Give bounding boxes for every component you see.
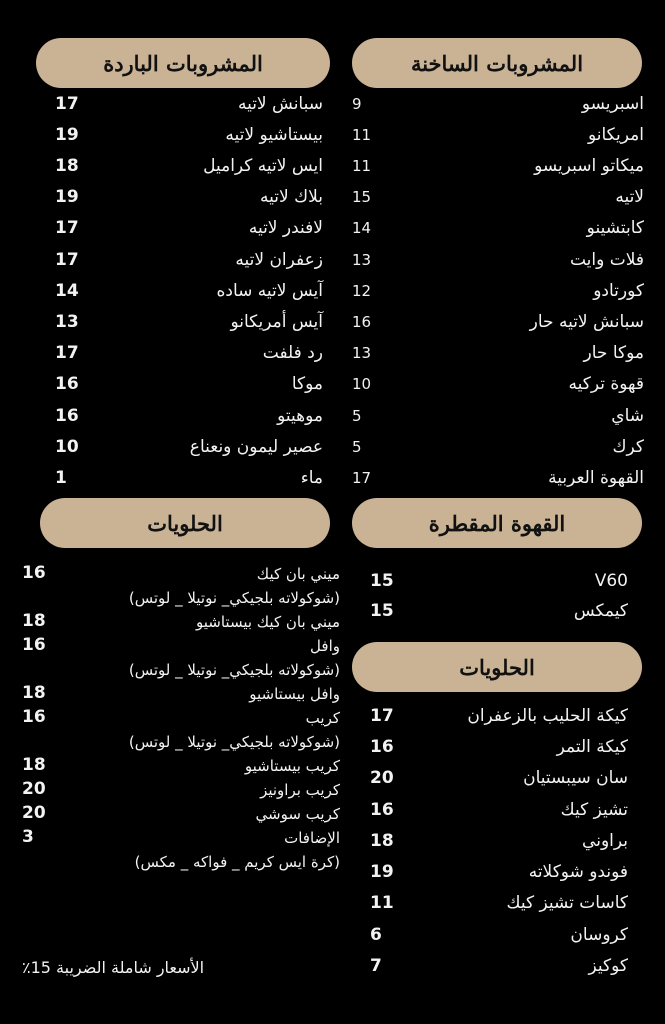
item-name: بيستاشيو لاتيه	[225, 124, 323, 145]
menu-item	[352, 119, 644, 150]
item-name: تشيز كيك	[560, 799, 628, 820]
item-name: ماء	[300, 467, 323, 488]
menu-item	[370, 700, 628, 731]
item-price: 6	[370, 924, 382, 945]
menu-item	[55, 244, 323, 275]
sweets-line	[20, 685, 340, 709]
item-name: اسبريسو	[581, 93, 644, 114]
item-name: كرك	[612, 436, 644, 457]
item-price: 18	[22, 755, 46, 775]
item-name: فلات وايت	[569, 249, 644, 270]
item-price: 18	[22, 611, 46, 631]
item-price: 19	[55, 187, 79, 208]
sweets-left-list	[20, 565, 340, 885]
menu-item	[55, 431, 323, 462]
item-price: 16	[55, 374, 79, 395]
item-name: لاتيه	[615, 187, 644, 208]
item-price: 13	[352, 250, 372, 269]
menu-item	[370, 596, 628, 626]
item-price: 12	[352, 281, 372, 300]
sweets-line	[20, 757, 340, 781]
item-name: كيكة الحليب بالزعفران	[467, 705, 628, 726]
sweets-line	[20, 853, 340, 877]
item-name: ميكاتو اسبريسو	[534, 155, 644, 176]
menu-item	[352, 182, 644, 213]
item-price: 16	[22, 563, 46, 583]
item-name: كيكة التمر	[556, 736, 628, 757]
menu-item	[352, 275, 644, 306]
item-name: آيس أمريكانو	[230, 311, 323, 332]
item-name: V60	[594, 571, 628, 591]
item-name: كورتادو	[593, 280, 644, 301]
menu-item	[55, 369, 323, 400]
menu-item	[370, 950, 628, 981]
hot-drinks-header	[352, 38, 642, 88]
sweets-left-title: الحلويات	[147, 510, 223, 536]
item-name: وافل	[310, 637, 340, 655]
item-price: 9	[352, 94, 362, 113]
menu-item	[55, 182, 323, 213]
item-price: 17	[55, 343, 79, 364]
item-price: 18	[370, 830, 394, 851]
sweets-line	[20, 805, 340, 829]
item-name: ايس لاتيه كراميل	[203, 155, 323, 176]
cold-drinks-header	[36, 38, 330, 88]
menu-item	[370, 888, 628, 919]
item-price: 19	[370, 862, 394, 883]
sweets-line	[20, 565, 340, 589]
item-name: (شوكولاته بلجيكي_ نوتيلا _ لوتس)	[128, 661, 340, 679]
menu-item	[370, 919, 628, 950]
menu-item	[55, 462, 323, 493]
item-name: فوندو شوكلاته	[528, 862, 628, 883]
item-price: 13	[352, 344, 372, 363]
hot-drinks-list	[352, 88, 644, 493]
item-price: 16	[370, 736, 394, 757]
item-name: موكا	[291, 374, 323, 395]
item-price: 15	[352, 188, 372, 207]
sweets-right-header	[352, 642, 642, 692]
item-name: كابتشينو	[586, 218, 644, 239]
item-price: 17	[55, 249, 79, 270]
menu-item	[352, 306, 644, 337]
item-name: قهوة تركيه	[568, 374, 644, 395]
menu-item	[370, 825, 628, 856]
item-price: 3	[22, 827, 34, 847]
item-price: 20	[22, 803, 46, 823]
sweets-line	[20, 733, 340, 757]
item-price: 20	[370, 768, 394, 789]
item-price: 11	[370, 893, 394, 914]
item-price: 11	[352, 156, 372, 175]
item-price: 5	[352, 406, 362, 425]
item-price: 19	[55, 124, 79, 145]
tax-note: الأسعار شاملة الضريبة 15٪	[22, 958, 205, 977]
menu-item	[352, 431, 644, 462]
menu-item	[370, 857, 628, 888]
item-name: موكا حار	[583, 343, 644, 364]
item-price: 16	[22, 707, 46, 727]
item-price: 10	[352, 375, 372, 394]
item-price: 18	[55, 155, 79, 176]
menu-item	[370, 763, 628, 794]
item-name: آيس لاتيه ساده	[216, 280, 323, 301]
item-name: كوكيز	[588, 956, 628, 977]
item-name: (كرة ايس كريم _ فواكه _ مكس)	[134, 853, 340, 871]
item-name: لافندر لاتيه	[248, 218, 323, 239]
item-price: 16	[22, 635, 46, 655]
item-price: 17	[55, 93, 79, 114]
menu-item	[55, 150, 323, 181]
sweets-line	[20, 589, 340, 613]
item-name: براوني	[582, 830, 628, 851]
item-price: 10	[55, 436, 79, 457]
item-name: سبانش لاتيه حار	[529, 311, 644, 332]
item-name: شاي	[611, 405, 644, 426]
item-name: رد فلفت	[262, 343, 323, 364]
item-name: بلاك لاتيه	[260, 187, 323, 208]
item-price: 16	[370, 799, 394, 820]
sweets-line	[20, 661, 340, 685]
sweets-line	[20, 781, 340, 805]
item-price: 18	[22, 683, 46, 703]
item-name: (شوكولاته بلجيكي_ نوتيلا _ لوتس)	[128, 733, 340, 751]
cold-drinks-title: المشروبات الباردة	[103, 50, 263, 76]
sweets-line	[20, 613, 340, 637]
menu-item	[55, 119, 323, 150]
menu-item	[55, 275, 323, 306]
item-name: (شوكولاته بلجيكي_ نوتيلا _ لوتس)	[128, 589, 340, 607]
item-name: كريب سوشي	[255, 805, 340, 823]
menu-item	[352, 400, 644, 431]
item-price: 7	[370, 956, 382, 977]
item-price: 17	[55, 218, 79, 239]
item-name: كاسات تشيز كيك	[506, 893, 628, 914]
item-name: سان سيبستيان	[523, 768, 628, 789]
menu-item	[55, 88, 323, 119]
item-price: 16	[352, 312, 372, 331]
menu-item	[352, 213, 644, 244]
item-price: 15	[370, 571, 394, 591]
sweets-right-title: الحلويات	[459, 654, 535, 680]
item-price: 14	[352, 219, 372, 238]
item-price: 5	[352, 437, 362, 456]
cold-drinks-list	[55, 88, 323, 493]
item-price: 13	[55, 311, 79, 332]
item-price: 14	[55, 280, 79, 301]
item-name: كروسان	[570, 924, 628, 945]
item-price: 1	[55, 467, 67, 488]
item-price: 17	[352, 468, 372, 487]
menu-item	[370, 731, 628, 762]
item-name: ميني بان كيك	[256, 565, 340, 583]
item-price: 17	[370, 705, 394, 726]
menu-item	[352, 244, 644, 275]
sweets-line	[20, 829, 340, 853]
item-price: 20	[22, 779, 46, 799]
item-name: كريب براونيز	[260, 781, 340, 799]
menu-item	[352, 338, 644, 369]
menu-item	[352, 150, 644, 181]
sweets-right-list	[370, 700, 628, 990]
drip-coffee-list	[370, 566, 628, 630]
item-price: 16	[55, 405, 79, 426]
menu-item	[352, 462, 644, 493]
item-name: زعفران لاتيه	[235, 249, 323, 270]
menu-item	[370, 566, 628, 596]
menu-item	[55, 400, 323, 431]
sweets-line	[20, 637, 340, 661]
sweets-line	[20, 709, 340, 733]
item-name: كيمكس	[573, 601, 628, 621]
item-name: عصير ليمون ونعناع	[189, 436, 323, 457]
menu-item	[352, 369, 644, 400]
item-name: القهوة العربية	[548, 467, 644, 488]
item-name: ميني بان كيك بيستاشيو	[196, 613, 340, 631]
menu-item	[55, 338, 323, 369]
menu-item	[55, 213, 323, 244]
hot-drinks-title: المشروبات الساخنة	[410, 50, 584, 76]
drip-coffee-header	[352, 498, 642, 548]
menu-item	[55, 306, 323, 337]
item-name: كريب بيستاشيو	[244, 757, 340, 775]
sweets-left-header	[40, 498, 330, 548]
menu-item	[352, 88, 644, 119]
item-name: كريب	[305, 709, 340, 727]
drip-coffee-title: القهوة المقطرة	[428, 510, 566, 536]
item-name: وافل بيستاشيو	[249, 685, 340, 703]
menu-item	[370, 794, 628, 825]
item-name: الإضافات	[284, 829, 340, 847]
item-price: 11	[352, 125, 372, 144]
item-name: موهيتو	[277, 405, 323, 426]
item-price: 15	[370, 601, 394, 621]
item-name: سبانش لاتيه	[237, 93, 323, 114]
item-name: امريكانو	[587, 124, 644, 145]
